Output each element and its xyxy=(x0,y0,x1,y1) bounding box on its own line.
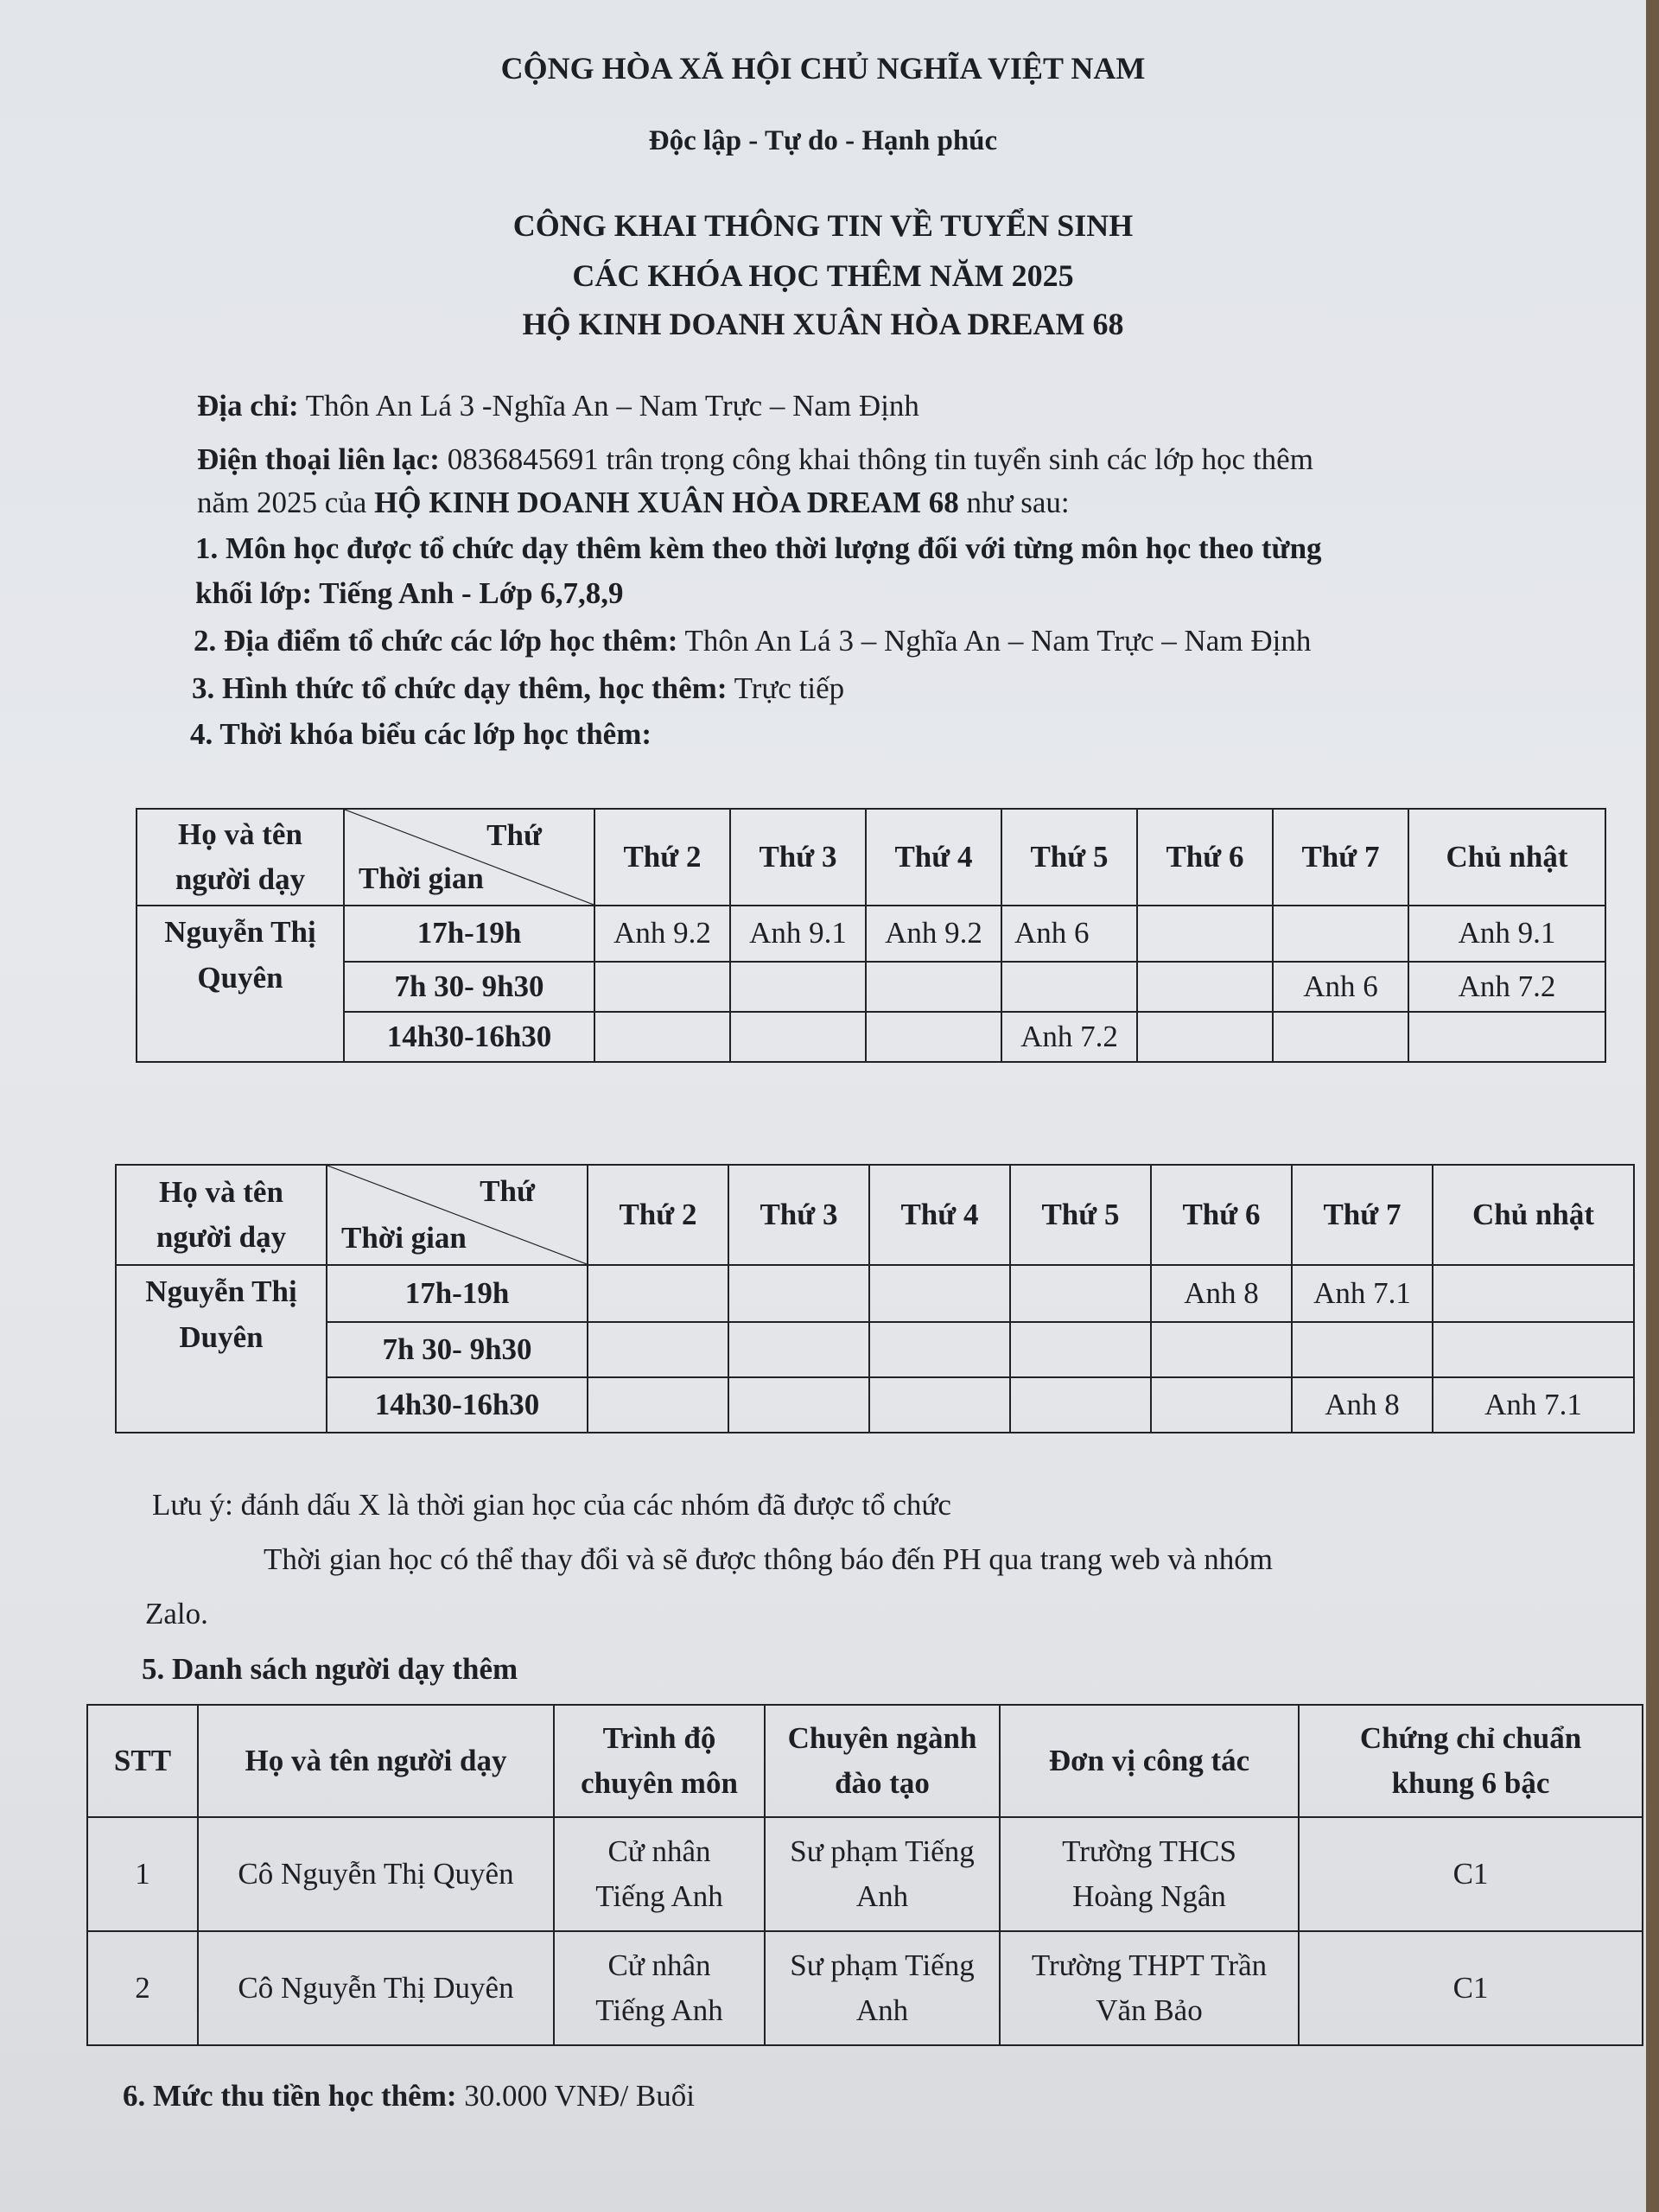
class-cell xyxy=(1001,962,1137,1012)
table-row xyxy=(87,1931,1643,2045)
day-header: Thứ 3 xyxy=(728,1165,869,1265)
level-cell: Cử nhân Tiếng Anh xyxy=(554,1931,765,2045)
name-header: Họ và tên người dạy xyxy=(198,1705,554,1817)
class-cell xyxy=(1408,1012,1605,1062)
class-cell: Anh 8 xyxy=(1151,1265,1292,1322)
class-cell xyxy=(869,1265,1010,1322)
intro-start: năm 2025 của xyxy=(197,486,375,519)
class-cell xyxy=(866,1012,1001,1062)
country-name: CỘNG HÒA XÃ HỘI CHỦ NGHĨA VIỆT NAM xyxy=(500,51,1146,86)
day-header: Thứ 5 xyxy=(1010,1165,1151,1265)
day-header: Chủ nhật xyxy=(1433,1165,1634,1265)
day-time-header xyxy=(327,1165,588,1265)
fee-label: 6. Mức thu tiền học thêm: xyxy=(123,2079,457,2113)
teacher-name: Nguyễn Thị Duyên xyxy=(116,1265,327,1433)
doc-title-line3: HỘ KINH DOANH XUÂN HÒA DREAM 68 xyxy=(522,307,1124,341)
major-cell: Sư phạm Tiếng Anh xyxy=(765,1817,1000,1931)
item3-line xyxy=(192,671,844,706)
cert-header: Chứng chỉ chuẩn khung 6 bậc xyxy=(1299,1705,1643,1817)
class-cell xyxy=(594,1012,730,1062)
class-cell xyxy=(730,962,866,1012)
address-value: Thôn An Lá 3 -Nghĩa An – Nam Trực – Nam Định xyxy=(298,389,919,423)
class-cell xyxy=(1010,1322,1151,1377)
class-cell xyxy=(1137,906,1273,962)
day-header: Thứ 7 xyxy=(1292,1165,1433,1265)
phone-label: Điện thoại liên lạc: xyxy=(197,442,440,476)
class-cell xyxy=(869,1377,1010,1433)
class-cell: Anh 9.2 xyxy=(594,906,730,962)
level-header: Trình độ chuyên môn xyxy=(554,1705,765,1817)
class-cell xyxy=(588,1377,728,1433)
class-cell xyxy=(1273,1012,1408,1062)
time-slot: 7h 30- 9h30 xyxy=(327,1322,588,1377)
name-cell: Cô Nguyễn Thị Duyên xyxy=(198,1931,554,2045)
day-label: Thứ xyxy=(486,818,542,852)
name-cell: Cô Nguyễn Thị Quyên xyxy=(198,1817,554,1931)
phone-value: 0836845691 trân trọng công khai thông tin tuyển sinh các lớp học thêm xyxy=(439,442,1313,476)
item5-line: 5. Danh sách người dạy thêm xyxy=(142,1652,518,1686)
class-cell xyxy=(1273,906,1408,962)
class-cell: Anh 9.1 xyxy=(1408,906,1605,962)
class-cell xyxy=(1292,1322,1433,1377)
major-header: Chuyên ngành đào tạo xyxy=(765,1705,1000,1817)
class-cell xyxy=(1433,1322,1634,1377)
day-header: Chủ nhật xyxy=(1408,809,1605,906)
class-cell xyxy=(728,1377,869,1433)
motto: Độc lập - Tự do - Hạnh phúc xyxy=(648,125,998,156)
time-slot: 7h 30- 9h30 xyxy=(344,962,594,1012)
time-label: Thời gian xyxy=(359,861,484,895)
class-cell xyxy=(1433,1265,1634,1322)
major-cell: Sư phạm Tiếng Anh xyxy=(765,1931,1000,2045)
day-label: Thứ xyxy=(480,1174,535,1208)
time-slot: 17h-19h xyxy=(327,1265,588,1322)
level-cell: Cử nhân Tiếng Anh xyxy=(554,1817,765,1931)
item1-line2: khối lớp: Tiếng Anh - Lớp 6,7,8,9 xyxy=(195,576,624,610)
note-line3: Zalo. xyxy=(145,1597,208,1630)
class-cell xyxy=(1010,1377,1151,1433)
class-cell xyxy=(588,1265,728,1322)
day-header: Thứ 5 xyxy=(1001,809,1137,906)
day-header: Thứ 4 xyxy=(869,1165,1010,1265)
day-time-header xyxy=(344,809,594,906)
day-header: Thứ 6 xyxy=(1137,809,1273,906)
teacher-name: Nguyễn Thị Quyên xyxy=(137,906,344,1062)
day-header: Thứ 7 xyxy=(1273,809,1408,906)
day-header: Thứ 2 xyxy=(588,1165,728,1265)
schedule-table-duyen xyxy=(115,1164,1635,1433)
class-cell xyxy=(730,1012,866,1062)
time-slot: 17h-19h xyxy=(344,906,594,962)
note-line2: Thời gian học có thể thay đổi và sẽ được thông báo đến PH qua trang web và nhóm xyxy=(264,1542,1273,1576)
unit-cell: Trường THPT Trần Văn Bảo xyxy=(1000,1931,1299,2045)
unit-header: Đơn vị công tác xyxy=(1000,1705,1299,1817)
class-cell xyxy=(1151,1377,1292,1433)
address-label: Địa chỉ: xyxy=(197,389,299,423)
class-cell: Anh 6 xyxy=(1001,906,1137,962)
time-slot: 14h30-16h30 xyxy=(327,1377,588,1433)
class-cell xyxy=(1010,1265,1151,1322)
class-cell xyxy=(728,1265,869,1322)
class-cell: Anh 9.2 xyxy=(866,906,1001,962)
stt-cell: 1 xyxy=(87,1817,198,1931)
class-cell xyxy=(1137,962,1273,1012)
day-header: Thứ 6 xyxy=(1151,1165,1292,1265)
class-cell xyxy=(869,1322,1010,1377)
cert-cell: C1 xyxy=(1299,1817,1643,1931)
item3-label: 3. Hình thức tổ chức dạy thêm, học thêm: xyxy=(192,671,728,705)
item1-line1: 1. Môn học được tổ chức dạy thêm kèm theo thời lượng đối với từng môn học theo từng xyxy=(195,531,1322,565)
class-cell: Anh 7.2 xyxy=(1001,1012,1137,1062)
class-cell xyxy=(1137,1012,1273,1062)
class-cell xyxy=(594,962,730,1012)
unit-cell: Trường THCS Hoàng Ngân xyxy=(1000,1817,1299,1931)
teacher-header: Họ và tên người dạy xyxy=(137,809,344,906)
cert-cell: C1 xyxy=(1299,1931,1643,2045)
item4-line: 4. Thời khóa biểu các lớp học thêm: xyxy=(190,717,652,751)
phone-line xyxy=(197,442,1313,477)
item2-line xyxy=(194,624,1311,658)
item3-value: Trực tiếp xyxy=(727,671,845,705)
class-cell: Anh 6 xyxy=(1273,962,1408,1012)
day-header: Thứ 4 xyxy=(866,809,1001,906)
doc-title-line2: CÁC KHÓA HỌC THÊM NĂM 2025 xyxy=(572,258,1074,293)
time-slot: 14h30-16h30 xyxy=(344,1012,594,1062)
schedule-table-quyen xyxy=(136,808,1606,1063)
time-label: Thời gian xyxy=(341,1220,467,1255)
intro-end: như sau: xyxy=(958,486,1070,519)
class-cell: Anh 7.2 xyxy=(1408,962,1605,1012)
item2-value: Thôn An Lá 3 – Nghĩa An – Nam Trực – Nam Định xyxy=(677,624,1312,658)
day-header: Thứ 2 xyxy=(594,809,730,906)
class-cell: Anh 7.1 xyxy=(1433,1377,1634,1433)
staff-table xyxy=(86,1704,1643,2046)
table-row xyxy=(87,1817,1643,1931)
class-cell xyxy=(1151,1322,1292,1377)
class-cell xyxy=(866,962,1001,1012)
doc-title-line1: CÔNG KHAI THÔNG TIN VỀ TUYỂN SINH xyxy=(512,208,1134,243)
class-cell xyxy=(588,1322,728,1377)
address-line xyxy=(197,389,919,423)
intro-line xyxy=(197,486,1070,520)
class-cell xyxy=(728,1322,869,1377)
fee-value: 30.000 VNĐ/ Buổi xyxy=(456,2079,696,2113)
teacher-header: Họ và tên người dạy xyxy=(116,1165,327,1265)
class-cell: Anh 9.1 xyxy=(730,906,866,962)
business-name: HỘ KINH DOANH XUÂN HÒA DREAM 68 xyxy=(374,486,959,519)
note-line1: Lưu ý: đánh dấu X là thời gian học của các nhóm đã được tổ chức xyxy=(152,1488,951,1522)
item2-label: 2. Địa điểm tổ chức các lớp học thêm: xyxy=(194,624,678,658)
stt-cell: 2 xyxy=(87,1931,198,2045)
day-header: Thứ 3 xyxy=(730,809,866,906)
class-cell: Anh 7.1 xyxy=(1292,1265,1433,1322)
class-cell: Anh 8 xyxy=(1292,1377,1433,1433)
fee-line xyxy=(123,2079,695,2113)
stt-header: STT xyxy=(87,1705,198,1817)
